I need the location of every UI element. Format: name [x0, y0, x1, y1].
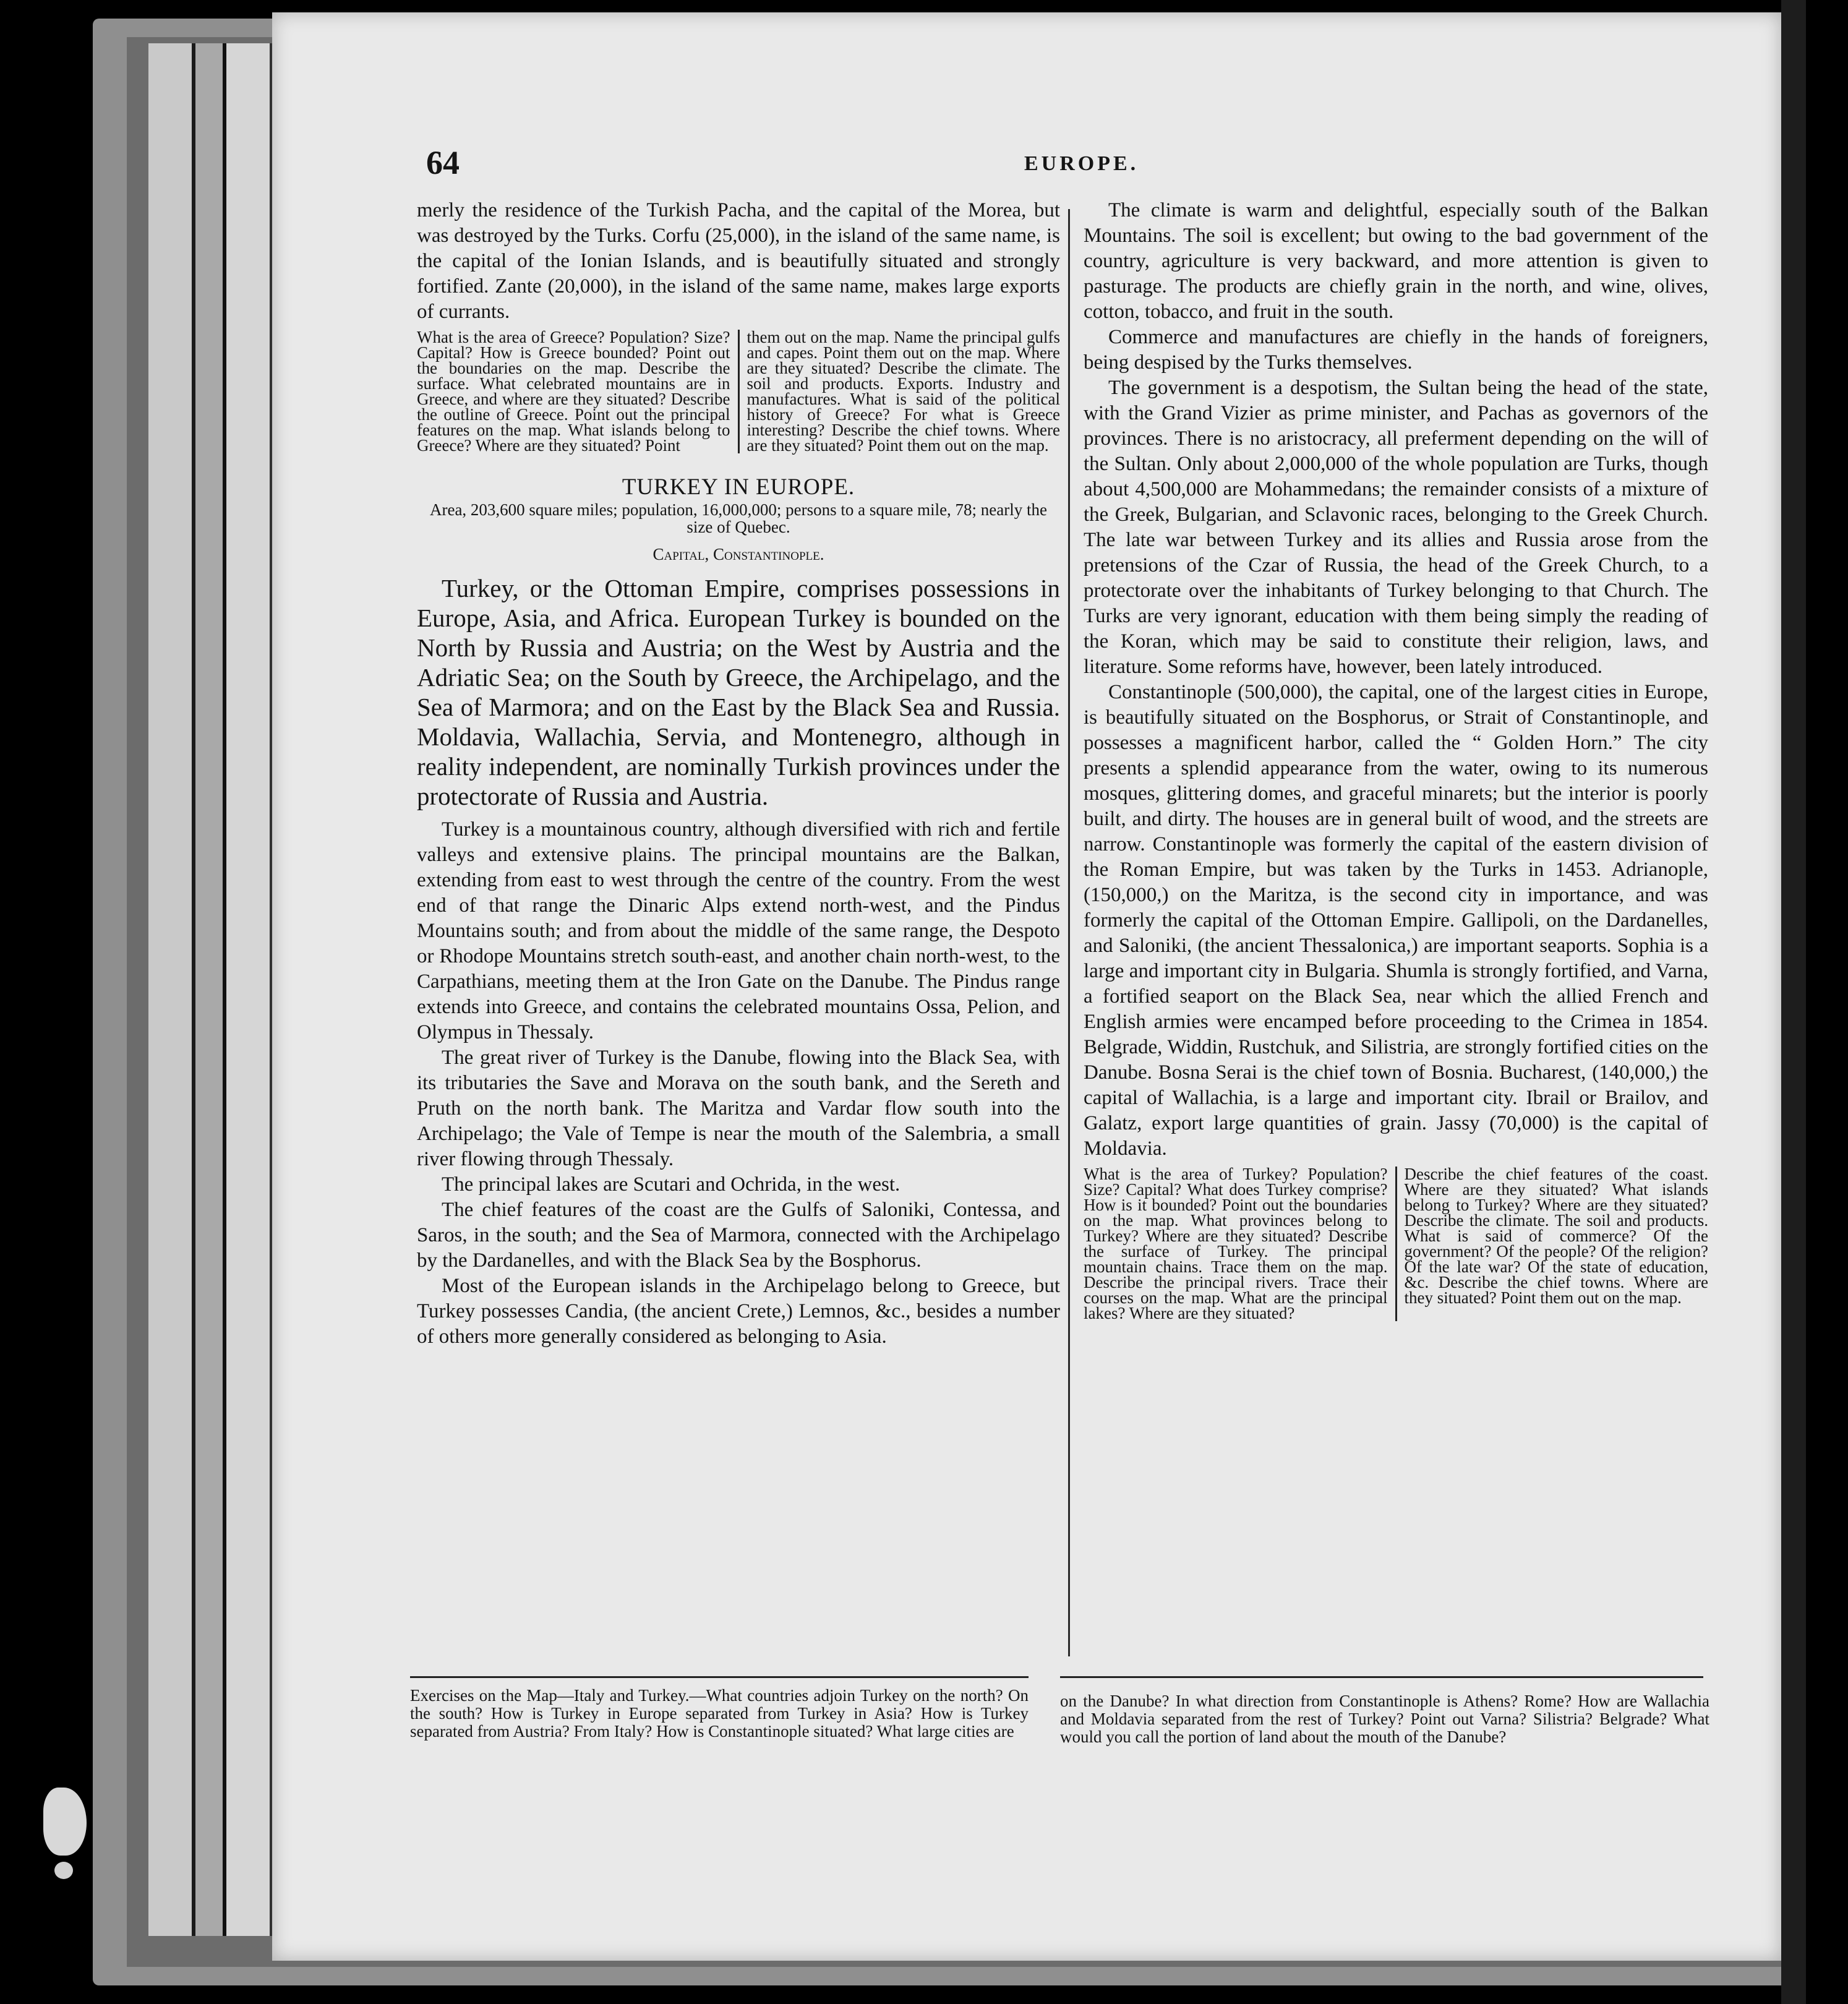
paragraph: Turkey, or the Ottoman Empire, comprises possessions in Europe, Asia, and Africa. European Turkey is bounded on the North by Russia and Austria; on the West by Austria and the Adriatic Sea; on the South by Greece, the Archipelago, and the Sea of Marmora; and on the East by the Black Sea and Russia. Moldavia, Wallachia, Servia, and Montenegro, although in reality independent, are nominally Turkish provinces under the protectorate of Russia and Austria. [417, 574, 1060, 810]
section-stats: Area, 203,600 square miles; population, 16,000,000; persons to a square mile, 78; nearly the size of Quebec. [429, 500, 1048, 536]
paragraph: Constantinople (500,000), the capital, one of the largest cities in Europe, is beautifully situated on the Bosphorus, or Strait of Constantinople, and possesses a magnificent harbor, called the “ Golden Horn.” The city presents a splendid appearance from the water, owing to its numerous mosques, glittering domes, and graceful minarets; but the interior is poorly built, and dirty. The houses are in general built of wood, and the streets are narrow. Constantinople was formerly the capital of the eastern division of the Roman Empire, but was taken by the Turks in 1453. Adrianople, (150,000,) on the Maritza, is the second city in importance, and was formerly the capital of the Ottoman Empire. Gallipoli, on the Dardanelles, and Saloniki, (the ancient Thessalonica,) are important seaports. Sophia is a large and important city in Bulgaria. Shumla is strongly fortified, and Varna, a fortified seaport on the Black Sea, near which the allied French and English armies were encamped before proceeding to the Crimea in 1854. Belgrade, Widdin, Rustchuk, and Silistria, are strongly fortified cities on the Danube. Bosna Serai is the chief town of Bosnia. Bucharest, (140,000,) the capital of Wallachia, is a large and important city. Ibrail or Brailov, and Galatz, export large quantities of grain. Jassy (70,000) is the capital of Moldavia. [1084, 681, 1708, 1160]
footnote-rule [410, 1676, 1029, 1678]
turkey-questions [1084, 1167, 1708, 1321]
left-column [417, 198, 1060, 1350]
section-title: TURKEY IN EUROPE. [622, 474, 855, 500]
question-block: What is the area of Turkey? Population? Size? Capital? What does Turkey comprise? How is it bounded? Point out the boundaries on the map. What provinces belong to Turkey? Where are they situated? Describe the surface of Turkey. The principal mountain chains. Trace them on the map. Describe the principal rivers. Trace their courses on the map. What are the principal lakes? Where are they situated? [1084, 1167, 1397, 1321]
page-edge [195, 43, 226, 1936]
right-column [1084, 198, 1708, 1321]
map-exercises-left: Exercises on the Map—Italy and Turkey.—What countries adjoin Turkey on the north? On the south? How is Turkey in Europe separated from Turkey in Asia? How is Turkey separated from Austria? From Italy? How is Constantinople situated? What large cities are [410, 1686, 1029, 1741]
paragraph: Most of the European islands in the Archipelago belong to Greece, but Turkey possesses Candia, (the ancient Crete,) Lemnos, &c., besides a number of others more generally considered as belonging to Asia. [417, 1275, 1060, 1348]
column-divider [1068, 209, 1070, 1656]
paragraph: The climate is warm and delightful, especially south of the Balkan Mountains. The soil is excellent; but owing to the bad government of the country, agriculture is very backward, and more attention is given to pasturage. The products are chiefly grain in the north, and wine, olives, cotton, tobacco, and fruit in the south. [1084, 199, 1708, 323]
paragraph: The great river of Turkey is the Danube, flowing into the Black Sea, with its tributaries the Save and Morava on the south bank, and the Sereth and Pruth on the north bank. The Maritza and Vardar flow south into the Archipelago; the Vale of Tempe is near the mouth of the Salembria, a small river flowing through Thessaly. [417, 1047, 1060, 1170]
scan-border [1781, 0, 1806, 2004]
paragraph: The chief features of the coast are the Gulfs of Saloniki, Contessa, and Saros, in the south; and the Sea of Marmora, connected with the Archipelago by the Dardanelles, and with the Black Sea by the Bosphorus. [417, 1199, 1060, 1272]
map-exercises-right: on the Danube? In what direction from Constantinople is Athens? Rome? How are Wallachia and Moldavia separated from the rest of Turkey? Point out Varna? Silistria? Belgrade? What would you call the portion of land about the mouth of the Danube? [1060, 1692, 1709, 1746]
footnote-rule [1060, 1676, 1703, 1678]
greece-questions [417, 330, 1060, 453]
page-edge [148, 43, 195, 1936]
question-block: What is the area of Greece? Population? Size? Capital? How is Greece bounded? Point out the boundaries on the map. Describe the surface. What celebrated mountains are in Greece, and where are they situated? Describe the outline of Greece. Point out the principal features on the map. What islands belong to Greece? Where are they situated? Point [417, 330, 740, 453]
running-title: EUROPE. [1024, 152, 1139, 175]
question-block: them out on the map. Name the principal gulfs and capes. Point them out on the map. Where are they situated? Describe the climate. The soil and products. Exports. Industry and manufactures. What is said of the political history of Greece? For what is Greece interesting? Describe the chief towns. Where are they situated? Point them out on the map. [746, 328, 1060, 455]
paragraph: Commerce and manufactures are chiefly in the hands of foreigners, being despised by the Turks themselves. [1084, 326, 1708, 374]
scan-blemish [43, 1788, 87, 1856]
scan-blemish [54, 1862, 73, 1879]
page-number: 64 [426, 144, 460, 181]
paragraph: The principal lakes are Scutari and Ochrida, in the west. [442, 1173, 900, 1196]
book-page [272, 12, 1781, 1961]
section-capital: Capital, Constantinople. [652, 545, 824, 563]
page-edge [226, 43, 272, 1936]
question-block: Describe the chief features of the coast. Where are they situated? What islands belong to Turkey? Where are they situated? Describe the climate. The soil and products. What is said of commerce? Of the government? Of the people? Of the religion? Of the late war? Of the state of education, &c. Describe the chief towns. Where are they situated? Point them out on the map. [1404, 1165, 1708, 1307]
paragraph: Turkey is a mountainous country, although diversified with rich and fertile valleys and extensive plains. The principal mountains are the Balkan, extending from east to west through the centre of the country. From the west end of that range the Dinaric Alps extend north-west, and the Pindus Mountains south; and from about the middle of the same range, the Despoto or Rhodope Mountains stretch south-east, and another chain north-west, to the Carpathians, meeting them at the Iron Gate on the Danube. The Pindus range extends into Greece, and contains the celebrated mountains Ossa, Pelion, and Olympus in Thessaly. [417, 818, 1060, 1043]
paragraph: The government is a despotism, the Sultan being the head of the state, with the Grand Vizier as prime minister, and Pachas as governors of the provinces. There is no aristocracy, all preferment depending on the will of the Sultan. Only about 2,000,000 of the whole population are Turks, though about 4,500,000 are Mohammedans; the remainder consists of a mixture of the Greek, Bulgarian, and Sclavonic races, belonging to the Greek Church. The late war between Turkey and its allies and Russia arose from the pretensions of the Czar of Russia, the head of the Greek Church, to a protectorate over the inhabitants of Turkey belonging to that Church. The Turks are very ignorant, education with them being simply the reading of the Koran, which may be said to constitute their religion, laws, and literature. Some reforms have, however, been lately introduced. [1084, 377, 1708, 678]
paragraph: merly the residence of the Turkish Pacha, and the capital of the Morea, but was destroyed by the Turks. Corfu (25,000), in the island of the same name, is the capital of the Ionian Islands, and is beautifully situated and strongly fortified. Zante (20,000), in the island of the same name, makes large exports of currants. [417, 199, 1060, 323]
